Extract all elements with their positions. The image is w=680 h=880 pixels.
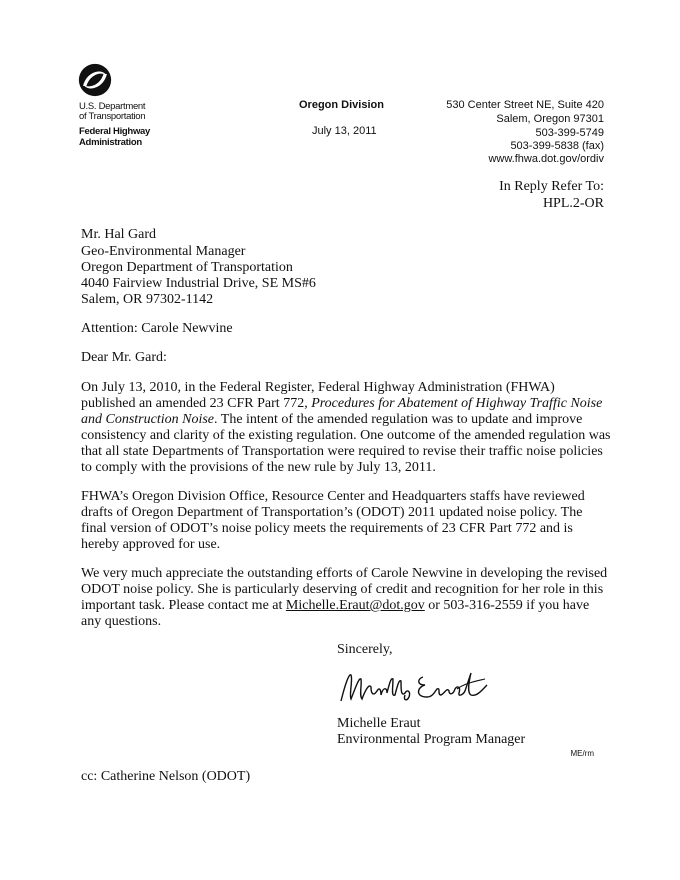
salutation: Dear Mr. Gard: — [81, 350, 167, 365]
agency-dept-line2: of Transportation — [79, 111, 146, 122]
address-street: 530 Center Street NE, Suite 420 — [446, 99, 604, 111]
attention-line: Attention: Carole Newvine — [81, 321, 233, 336]
signer-title: Environmental Program Manager — [337, 732, 526, 747]
regulation-title: Procedures for Abatement of Highway Traffic Noise and Construction Noise — [81, 396, 603, 427]
body-paragraph-2: FHWA’s Oregon Division Office, Resource Center and Headquarters staffs have reviewed drafts of Oregon Department of Transportation’s (ODOT) 2011 updated noise policy. The final version of ODOT’s noise policy meets the requirements of 23 CFR Part 772 and is hereby approved for use. — [81, 489, 585, 552]
recipient-city: Salem, OR 97302-1142 — [81, 292, 214, 307]
agency-dept-line1: U.S. Department — [79, 101, 146, 112]
recipient-org: Oregon Department of Transportation — [81, 260, 293, 275]
reply-ref-label: In Reply Refer To: — [499, 179, 604, 194]
signer-name: Michelle Eraut — [337, 716, 421, 731]
signature-image — [337, 665, 497, 709]
address-fax: 503-399-5838 (fax) — [510, 140, 604, 152]
p1-text-b: . The intent of the amended regulation was to update and improve consistency and clarity of the existing regulation. One outcome of the amended regulation was that all state Departments of Transportation were required to revise their traffic noise policies to comply with the provisions of the new rule by July 13, 2011. — [81, 412, 611, 475]
p3-text-a: We very much appreciate the outstanding efforts of Carole Newvine in developing the revised ODOT noise policy. She is particularly deserving of credit and recognition for her role in this important task. Please contact me at — [81, 566, 608, 613]
typist-initials: ME/rm — [570, 749, 594, 758]
p1-text-a: On July 13, 2010, in the Federal Register, Federal Highway Administration (FHWA) published an amended 23 CFR Part 772, — [81, 380, 555, 411]
division-name: Oregon Division — [299, 99, 384, 111]
recipient-name: Mr. Hal Gard — [81, 227, 157, 242]
address-phone: 503-399-5749 — [535, 127, 604, 139]
recipient-title: Geo-Environmental Manager — [81, 244, 246, 259]
dot-logo-icon — [78, 63, 112, 97]
body-paragraph-3 — [81, 566, 611, 630]
recipient-street: 4040 Fairview Industrial Drive, SE MS#6 — [81, 276, 316, 291]
address-city: Salem, Oregon 97301 — [496, 113, 604, 125]
closing: Sincerely, — [337, 642, 393, 657]
agency-admin-line1: Federal Highway — [79, 126, 150, 137]
agency-admin-line2: Administration — [79, 137, 142, 148]
letter-date: July 13, 2011 — [312, 125, 377, 137]
address-web: www.fhwa.dot.gov/ordiv — [488, 153, 604, 165]
reply-ref-code: HPL.2-OR — [542, 196, 604, 211]
body-paragraph-1 — [81, 380, 611, 476]
email-link[interactable]: Michelle.Eraut@dot.gov — [285, 598, 425, 613]
p3-text-b: or 503-316-2559 if you have any questions. — [81, 598, 590, 629]
cc-line: cc: Catherine Nelson (ODOT) — [81, 769, 251, 784]
